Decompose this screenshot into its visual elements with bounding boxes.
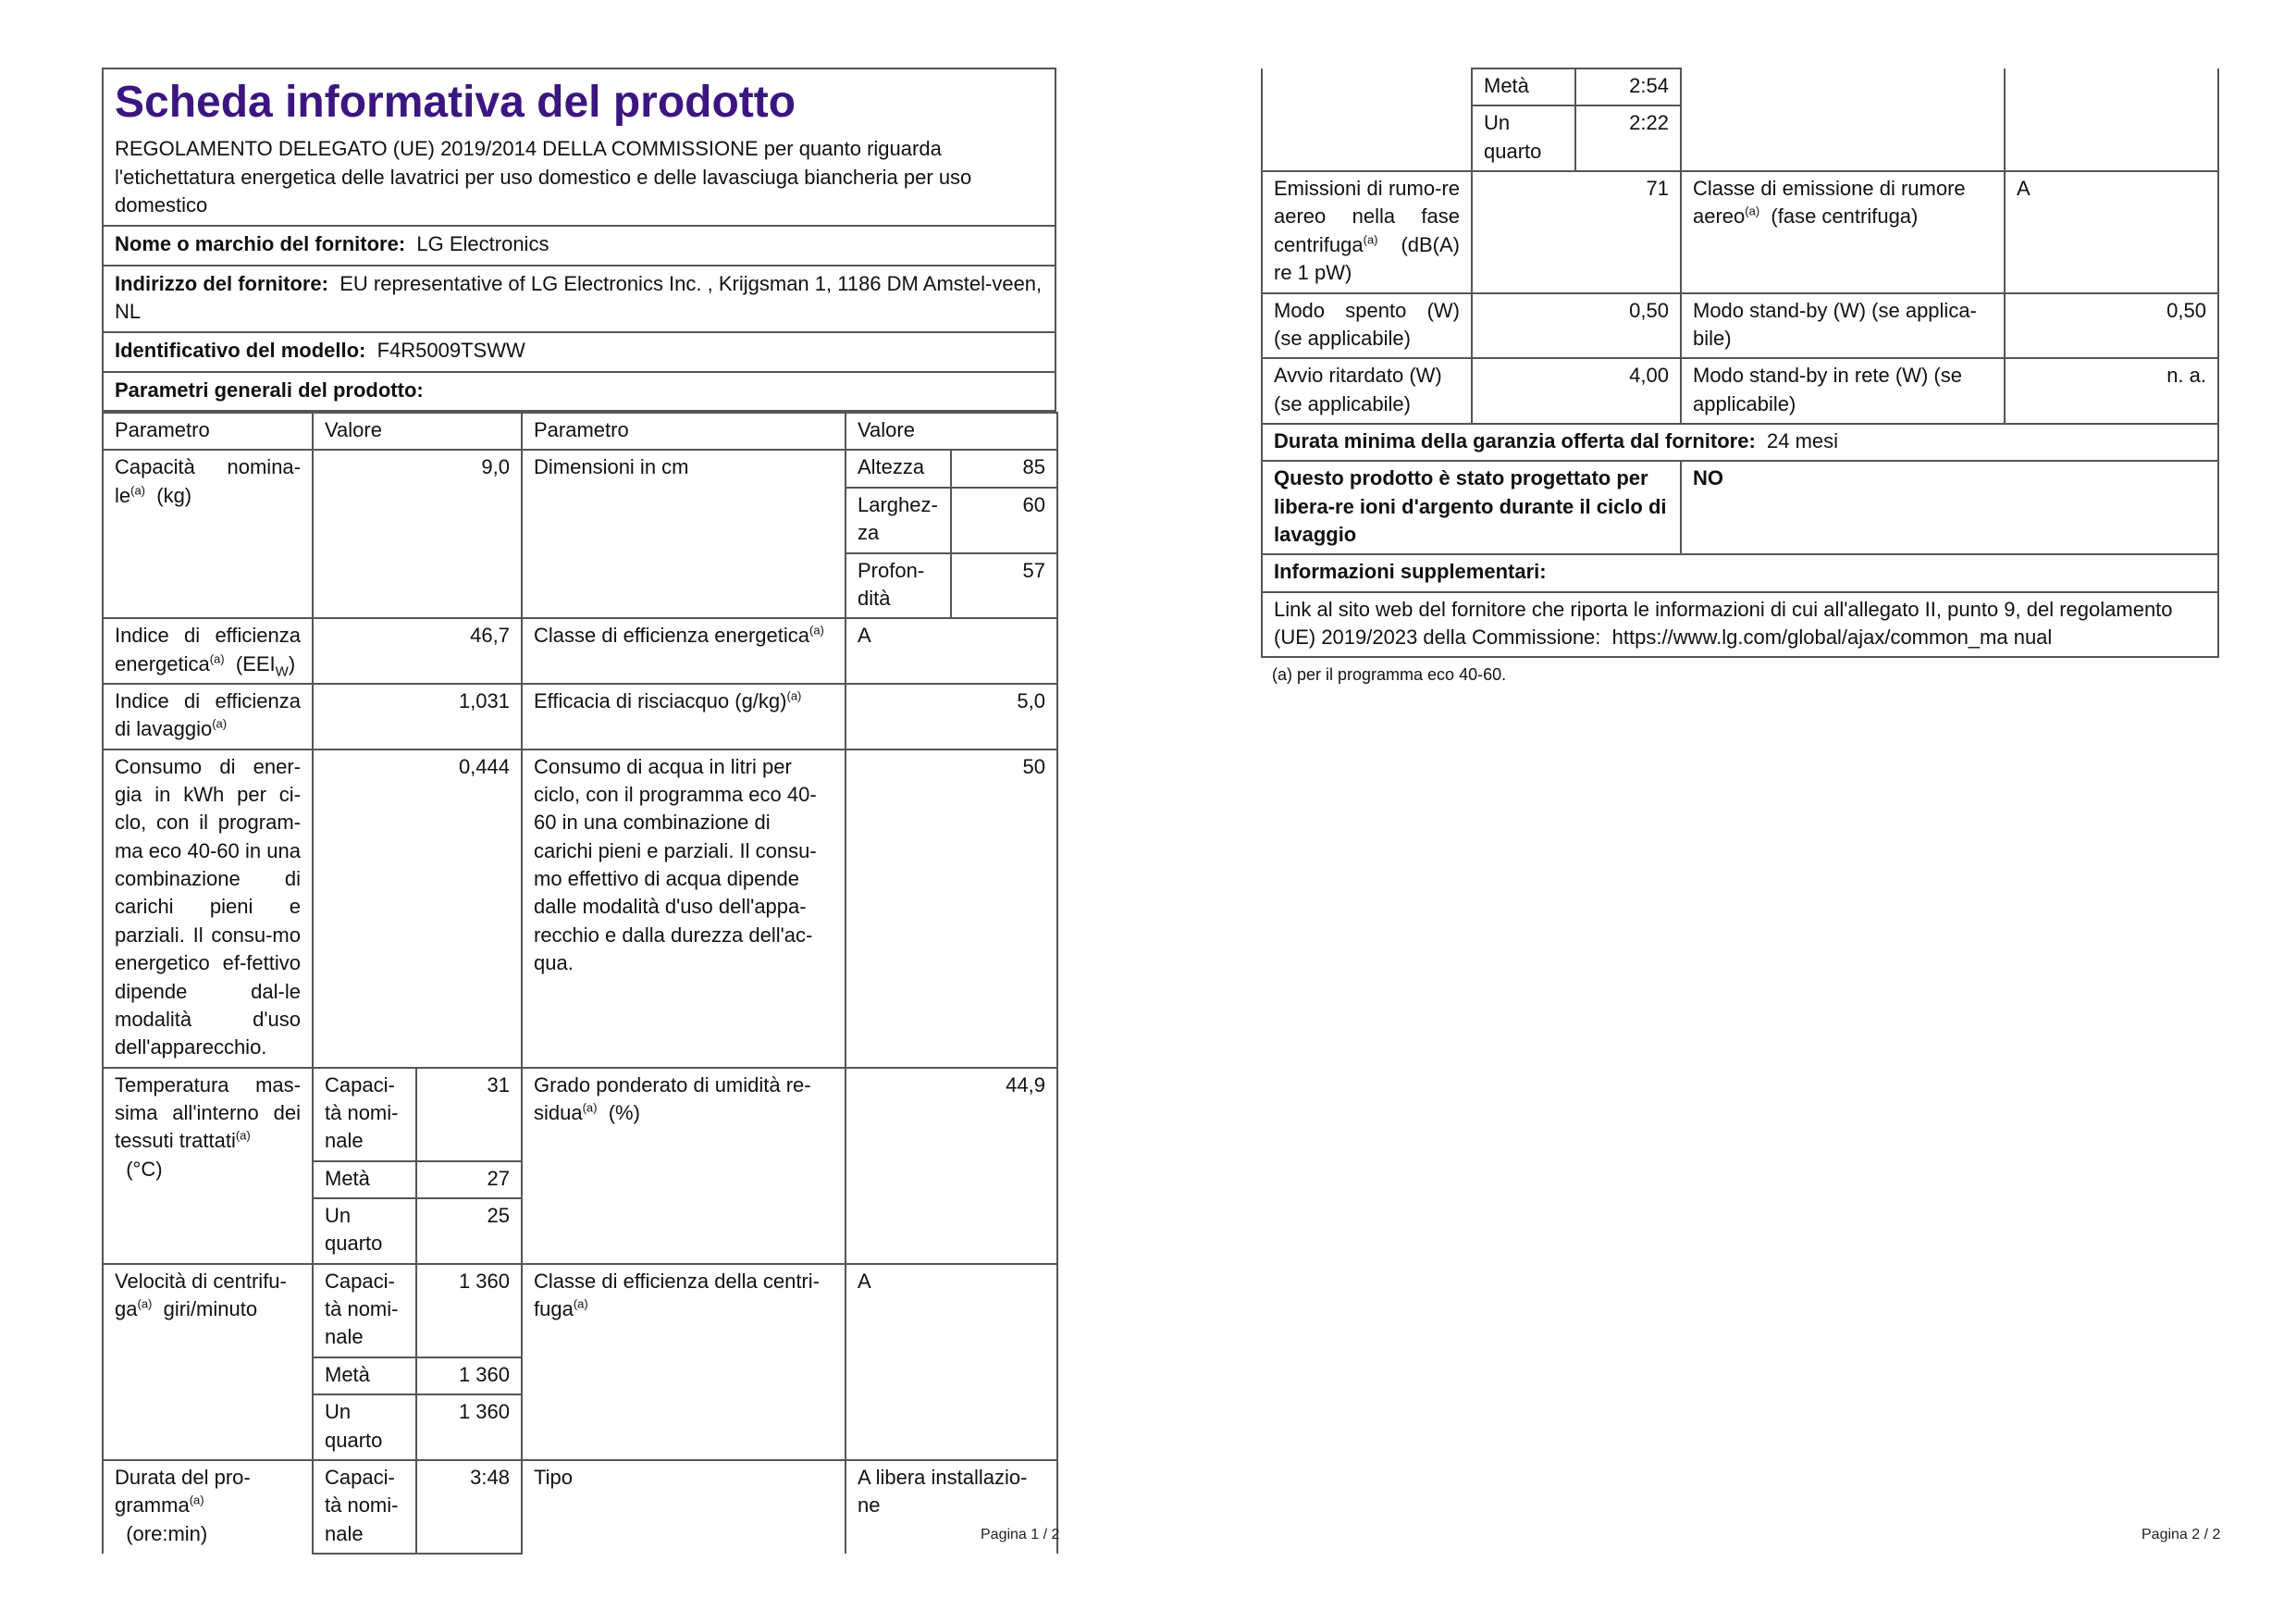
footnote-marker: (a) xyxy=(582,1100,598,1115)
table-row xyxy=(1262,358,2218,424)
duration-unit: (ore:min) xyxy=(126,1521,208,1545)
table-row xyxy=(1262,293,2218,359)
table-row xyxy=(1262,592,2218,658)
type-value: A libera installazio-ne xyxy=(846,1460,1057,1554)
supplementary-link[interactable]: https://www.lg.com/global/ajax/common_ma nual xyxy=(1611,626,2053,650)
washing-label: Indice di efficienza di lavaggio xyxy=(115,688,301,741)
moisture-value: 44,9 xyxy=(846,1068,1057,1264)
supplementary-cell xyxy=(1262,592,2218,658)
header-param-2: Parametro xyxy=(522,413,846,450)
eei-label: Indice di efficienza energetica xyxy=(115,624,301,675)
moisture-label: Grado ponderato di umidità re-sidua xyxy=(534,1072,811,1124)
page-2 xyxy=(1261,68,2217,687)
parameters-table xyxy=(102,412,1058,1555)
type-value-continued-cell xyxy=(2005,68,2218,171)
energy-consumption-label: Consumo di ener-gia in kWh per ci-clo, con il program-ma eco 40-60 in una combinazione di carichi pieni e parziali. Il consu-mo energetico ef-fettivo dipende dal-le modalità d'uso dell'apparecchio. xyxy=(103,750,313,1068)
model-row xyxy=(104,333,1055,372)
address-row xyxy=(104,266,1055,334)
temperature-row-value: 31 xyxy=(416,1068,522,1161)
capacity-label: Capacità nomina-le xyxy=(115,455,301,507)
supplier-label: Nome o marchio del fornitore: xyxy=(115,232,406,256)
depth-label: Profon-dità xyxy=(846,553,951,619)
eei-unit: (EEI xyxy=(235,651,276,675)
supplementary-text: Link al sito web del fornitore che riporta le informazioni di cui all'allegato II, punto 9, del regolamento (UE) 2019/2023 della Commissione: xyxy=(1274,597,2173,650)
spin-class-label-cell xyxy=(522,1264,846,1460)
duration-row-value: 2:22 xyxy=(1575,105,1681,171)
footnote-marker: (a) xyxy=(573,1296,588,1311)
off-mode-value: 0,50 xyxy=(1472,293,1681,359)
capacity-unit: (kg) xyxy=(156,483,192,507)
address-label: Indirizzo del fornitore: xyxy=(115,271,328,295)
eei-unit-end: ) xyxy=(288,651,296,675)
noise-class-unit: (fase centrifuga) xyxy=(1771,204,1919,229)
header-value-1: Valore xyxy=(313,413,522,450)
page-number-1: Pagina 1 / 2 xyxy=(981,1527,1060,1542)
noise-class-label: Classe di emissione di rumore aereo xyxy=(1693,177,1966,229)
footnote-marker: (a) xyxy=(809,623,824,638)
rinsing-label: Efficacia di risciacquo (g/kg) xyxy=(534,688,787,712)
duration-row-value: 2:54 xyxy=(1575,68,1681,105)
moisture-unit: (%) xyxy=(608,1100,640,1124)
page-1 xyxy=(102,68,1056,1555)
warranty-value: 24 mesi xyxy=(1767,428,1839,452)
spin-row-label: Capaci-tà nomi-nale xyxy=(313,1264,416,1357)
footnote-marker: (a) xyxy=(137,1296,153,1311)
title-row xyxy=(104,69,1055,227)
energy-class-label: Classe di efficienza energetica xyxy=(534,624,809,648)
footnote-marker: (a) xyxy=(212,716,228,731)
temperature-row-label: Capaci-tà nomi-nale xyxy=(313,1068,416,1161)
footnote-marker: (a) xyxy=(1745,204,1760,219)
temperature-row-value: 25 xyxy=(416,1198,522,1264)
duration-row-label: Un quarto xyxy=(1472,105,1575,171)
table-row xyxy=(103,684,1057,750)
spin-class-label: Classe di efficienza della centri-fuga xyxy=(534,1269,820,1321)
water-consumption-label: Consumo di acqua in litri per ciclo, con il programma eco 40-60 in una combinazione di carichi pieni e parziali. Il consu-mo effettivo di acqua dipende dalle modalità d'uso dell'appa-recchio e dalla durezza dell'ac-qua. xyxy=(522,750,846,1068)
duration-row-label: Capaci-tà nomi-nale xyxy=(313,1460,416,1554)
model-value: F4R5009TSWW xyxy=(376,339,525,363)
table-row xyxy=(1262,461,2218,554)
spin-row-value: 1 360 xyxy=(416,1357,522,1394)
footnote-marker: (a) xyxy=(209,651,225,666)
header-value-2: Valore xyxy=(846,413,1057,450)
footnote-marker: (a) xyxy=(786,688,802,703)
table-row xyxy=(1262,171,2218,292)
capacity-label-cell xyxy=(103,450,313,618)
eei-label-cell xyxy=(103,618,313,684)
footnote-marker: (a) xyxy=(189,1493,204,1507)
supplementary-heading: Informazioni supplementari: xyxy=(1262,554,2218,591)
temperature-unit: (°C) xyxy=(126,1157,163,1181)
supplier-value: LG Electronics xyxy=(416,232,549,256)
networked-standby-label: Modo stand-by in rete (W) (se applicabile) xyxy=(1681,358,2005,424)
rinsing-label-cell xyxy=(522,684,846,750)
temperature-label-cell xyxy=(103,1068,313,1264)
spin-row-value: 1 360 xyxy=(416,1264,522,1357)
table-row xyxy=(103,618,1057,684)
spin-speed-label-cell xyxy=(103,1264,313,1460)
rinsing-value: 5,0 xyxy=(846,684,1057,750)
footnote-marker: (a) xyxy=(235,1129,251,1143)
footnote-marker: (a) xyxy=(130,483,146,498)
spin-row-value: 1 360 xyxy=(416,1394,522,1460)
table-row xyxy=(1262,424,2218,461)
washing-value: 1,031 xyxy=(313,684,522,750)
energy-class-value: A xyxy=(846,618,1057,684)
temperature-row-value: 27 xyxy=(416,1161,522,1198)
header-param-1: Parametro xyxy=(103,413,313,450)
table-row xyxy=(103,1264,1057,1357)
silver-ions-label: Questo prodotto è stato progettato per libera-re ioni d'argento durante il ciclo di lavaggio xyxy=(1262,461,1681,554)
noise-class-value: A xyxy=(2005,171,2218,292)
standby-label: Modo stand-by (W) (se applica-bile) xyxy=(1681,293,2005,359)
model-label: Identificativo del modello: xyxy=(115,339,366,363)
duration-row-label: Metà xyxy=(1472,68,1575,105)
warranty-label: Durata minima della garanzia offerta dal fornitore: xyxy=(1274,428,1756,452)
duration-label: Durata del pro-gramma xyxy=(115,1465,251,1518)
warranty-cell xyxy=(1262,424,2218,461)
duration-row-value: 3:48 xyxy=(416,1460,522,1554)
noise-value: 71 xyxy=(1472,171,1681,292)
noise-label-cell xyxy=(1262,171,1472,292)
supplier-row xyxy=(104,227,1055,266)
type-label: Tipo xyxy=(522,1460,846,1554)
eei-value: 46,7 xyxy=(313,618,522,684)
depth-value: 57 xyxy=(951,553,1057,619)
table-row xyxy=(103,1068,1057,1161)
eei-subscript: W xyxy=(275,663,289,679)
spin-class-value: A xyxy=(846,1264,1057,1460)
footnote: (a) per il programma eco 40-60. xyxy=(1272,665,1507,685)
duration-continued-cell xyxy=(1262,68,1472,171)
moisture-label-cell xyxy=(522,1068,846,1264)
table-header-row xyxy=(103,413,1057,450)
networked-standby-value: n. a. xyxy=(2005,358,2218,424)
noise-class-label-cell xyxy=(1681,171,2005,292)
delay-start-label: Avvio ritardato (W) (se applicabile) xyxy=(1262,358,1472,424)
temperature-label: Temperatura mas-sima all'interno dei tessuti trattati xyxy=(115,1072,301,1153)
table-row xyxy=(103,450,1057,487)
spin-row-label: Metà xyxy=(313,1357,416,1394)
height-value: 85 xyxy=(951,450,1057,487)
delay-start-value: 4,00 xyxy=(1472,358,1681,424)
product-sheet-header xyxy=(102,68,1056,412)
temperature-row-label: Metà xyxy=(313,1161,416,1198)
footnote-marker: (a) xyxy=(1363,232,1378,247)
washing-label-cell xyxy=(103,684,313,750)
type-continued-cell xyxy=(1681,68,2005,171)
water-consumption-value: 50 xyxy=(846,750,1057,1068)
width-value: 60 xyxy=(951,488,1057,553)
capacity-value: 9,0 xyxy=(313,450,522,618)
regulation-text: REGOLAMENTO DELEGATO (UE) 2019/2014 DELLA COMMISSIONE per quanto riguarda l'etichettatura energetica delle lavatrici per uso domestico e delle lavasciuga biancheria per uso domestico xyxy=(115,137,972,217)
table-row xyxy=(1262,68,2218,105)
duration-label-cell xyxy=(103,1460,313,1554)
address-value: EU representative of LG Electronics Inc. , Krijgsman 1, 1186 DM Amstel-veen, NL xyxy=(115,271,1043,323)
temperature-row-label: Un quarto xyxy=(313,1198,416,1264)
spin-speed-label: Velocità di centrifu-ga xyxy=(115,1269,287,1321)
silver-ions-value: NO xyxy=(1681,461,2218,554)
parameters-table-continued xyxy=(1261,68,2219,658)
page-number-2: Pagina 2 / 2 xyxy=(2142,1527,2221,1542)
energy-consumption-value: 0,444 xyxy=(313,750,522,1068)
table-row xyxy=(103,1460,1057,1554)
noise-label: Emissioni di rumo-re aereo nella fase centrifuga xyxy=(1274,177,1460,256)
page-title: Scheda informativa del prodotto xyxy=(115,78,796,127)
off-mode-label: Modo spento (W) (se applicabile) xyxy=(1262,293,1472,359)
general-params-heading: Parametri generali del prodotto: xyxy=(104,373,1055,412)
energy-class-label-cell xyxy=(522,618,846,684)
table-row xyxy=(1262,554,2218,591)
dimensions-label: Dimensioni in cm xyxy=(522,450,846,618)
table-row xyxy=(103,750,1057,1068)
spin-row-label: Un quarto xyxy=(313,1394,416,1460)
standby-value: 0,50 xyxy=(2005,293,2218,359)
height-label: Altezza xyxy=(846,450,951,487)
width-label: Larghez-za xyxy=(846,488,951,553)
spin-speed-unit: giri/minuto xyxy=(163,1297,258,1321)
noise-unit: (dB(A) re 1 pW) xyxy=(1274,232,1460,285)
